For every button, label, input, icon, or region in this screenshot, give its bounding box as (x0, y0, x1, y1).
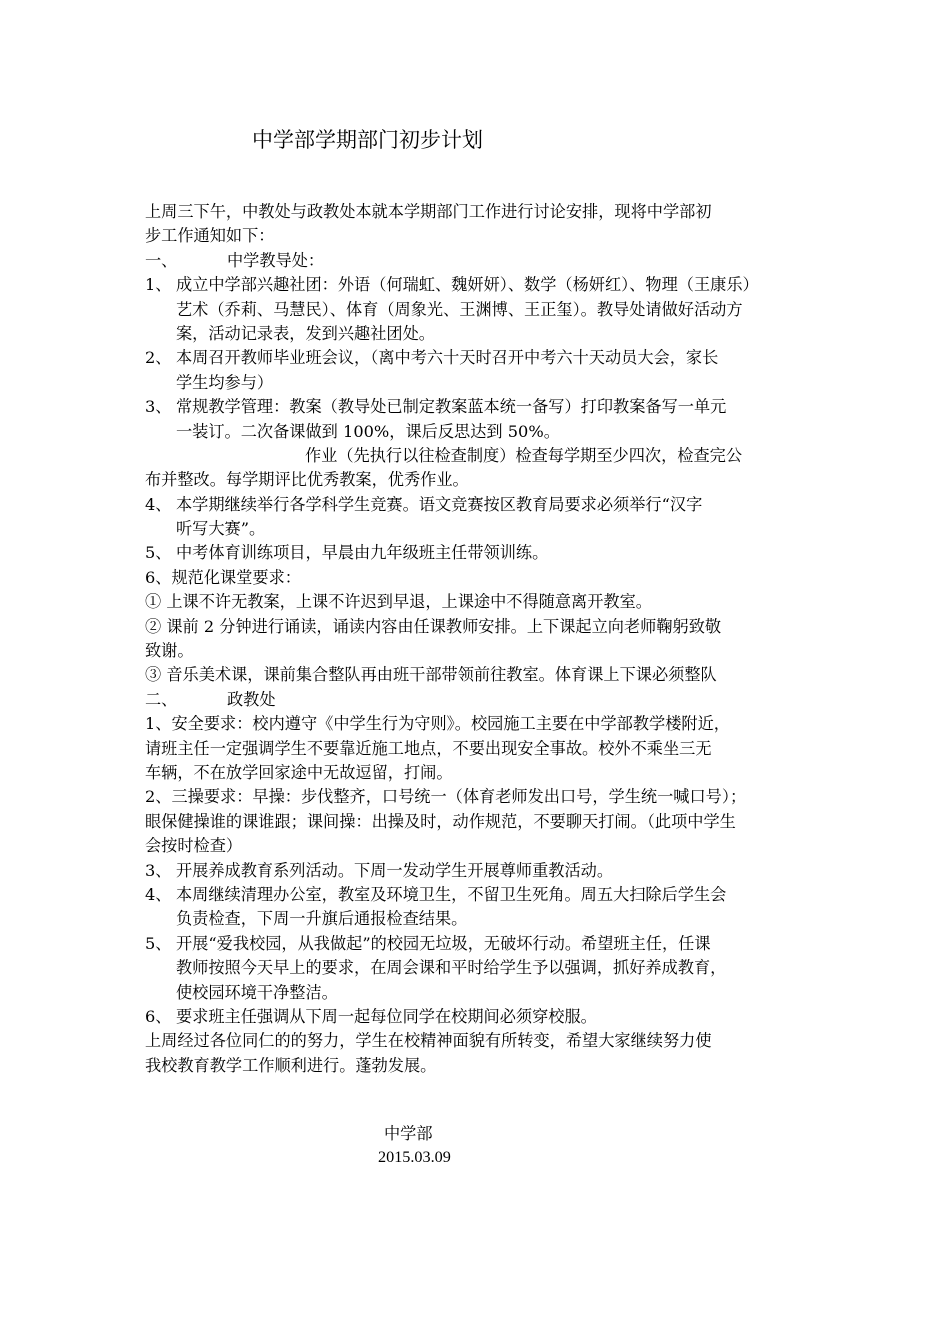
item-continuation: 艺术（乔莉、马慧民）、体育（周象光、王渊博、王正玺）。教导处请做好活动方 (176, 299, 743, 319)
item-number: 4、 (145, 884, 172, 904)
item-continuation: 眼保健操谁的课谁跟；课间操：出操及时，动作规范，不要聊天打闹。（此项中学生 (145, 811, 736, 831)
list-item (145, 541, 810, 565)
item-text: 成立中学部兴趣社团：外语（何瑞虹、魏妍妍）、数学（杨妍红）、物理（王康乐） (176, 275, 759, 295)
item-text: 开展养成教育系列活动。下周一发动学生开展尊师重教活动。 (176, 860, 614, 880)
intro-line: 上周三下午，中教处与政教处本就本学期部门工作进行讨论安排，现将中学部初 (145, 202, 712, 221)
section-number: 一、 (145, 250, 178, 270)
item-number: 3、 (145, 860, 172, 880)
intro-line: 步工作通知如下： (145, 226, 275, 246)
item-number: 5、 (145, 543, 172, 563)
item-text: 常规教学管理：教案（教导处已制定教案蓝本统一备写）打印教案备写一单元 (176, 397, 727, 417)
list-item (145, 883, 810, 907)
item-continuation: 听写大赛”。 (176, 519, 266, 539)
list-item: 2、三操要求：早操：步伐整齐，口号统一（体育老师发出口号，学生统一喊口号）； (145, 787, 747, 807)
item-continuation: 作业（先执行以往检查制度）检查每学期至少四次，检查完公 (305, 445, 743, 465)
list-item (145, 395, 810, 419)
list-item (145, 1005, 810, 1029)
item-text: 开展“爱我校园，从我做起”的校园无垃圾，无破坏行动。希望班主任，任课 (176, 933, 711, 953)
list-item (145, 273, 810, 297)
item-text: 本周继续清理办公室，教室及环境卫生，不留卫生死角。周五大扫除后学生会 (176, 884, 727, 904)
item-continuation: 案，活动记录表，发到兴趣社团处。 (176, 323, 435, 343)
list-item (145, 493, 810, 517)
closing-line: 上周经过各位同仁的的努力，学生在校精神面貌有所转变，希望大家继续努力使 (145, 1031, 712, 1051)
classroom-rule: ② 课前 2 分钟进行诵读，诵读内容由任课教师安排。上下课起立向老师鞠躬致敬 (145, 616, 722, 636)
item-number: 2、 (145, 348, 172, 368)
item-continuation: 负责检查，下周一升旗后通报检查结果。 (176, 909, 468, 929)
item-number: 5、 (145, 933, 172, 953)
item-text: 中考体育训练项目，早晨由九年级班主任带领训练。 (176, 543, 549, 563)
document-title: 中学部学期部门初步计划 (252, 128, 483, 152)
classroom-rule: ③ 音乐美术课，课前集合整队再由班干部带领前往教室。体育课上下课必须整队 (145, 665, 717, 685)
item-continuation: 一装订。二次备课做到 100%，课后反思达到 50%。 (176, 421, 560, 441)
item-continuation: 请班主任一定强调学生不要靠近施工地点，不要出现安全事故。校外不乘坐三无 (145, 738, 712, 758)
section-title: 政教处 (227, 689, 276, 709)
section-title: 中学教导处： (227, 250, 325, 270)
section-heading-teaching (145, 249, 810, 273)
list-item (145, 932, 810, 956)
item-text: 要求班主任强调从下周一起每位同学在校期间必须穿校服。 (176, 1006, 597, 1026)
item-continuation: 教师按照今天早上的要求，在周会课和平时给学生予以强调，抓好养成教育， (176, 958, 727, 978)
signature-date: 2015.03.09 (378, 1148, 451, 1166)
list-item (145, 859, 810, 883)
item-number: 4、 (145, 494, 172, 514)
item-continuation: 学生均参与） (176, 372, 274, 392)
item-text: 本学期继续举行各学科学生竞赛。语文竞赛按区教育局要求必须举行“汉字 (176, 494, 703, 514)
list-item (145, 346, 810, 370)
item-number: 1、 (145, 275, 172, 295)
item-continuation: 会按时检查） (145, 836, 243, 856)
closing-line: 我校教育教学工作顺利进行。蓬勃发展。 (145, 1055, 437, 1075)
item-continuation: 使校园环境干净整洁。 (176, 982, 338, 1002)
item-continuation: 致谢。 (145, 641, 194, 661)
item-number: 3、 (145, 397, 172, 417)
signature-department: 中学部 (384, 1124, 433, 1143)
classroom-rule: ① 上课不许无教案，上课不许迟到早退，上课途中不得随意离开教室。 (145, 592, 652, 612)
item-continuation: 车辆，不在放学回家途中无故逗留，打闹。 (145, 762, 453, 782)
item-number: 6、 (145, 1006, 172, 1026)
section-heading-political (145, 688, 810, 712)
document-body (145, 200, 810, 1078)
list-item: 1、安全要求：校内遵守《中学生行为守则》。校园施工主要在中学部教学楼附近， (145, 714, 730, 734)
section-number: 二、 (145, 689, 178, 709)
list-item: 6、规范化课堂要求： (145, 567, 301, 587)
item-continuation: 布并整改。每学期评比优秀教案，优秀作业。 (145, 470, 469, 490)
item-text: 本周召开教师毕业班会议，（离中考六十天时召开中考六十天动员大会，家长 (176, 348, 719, 368)
